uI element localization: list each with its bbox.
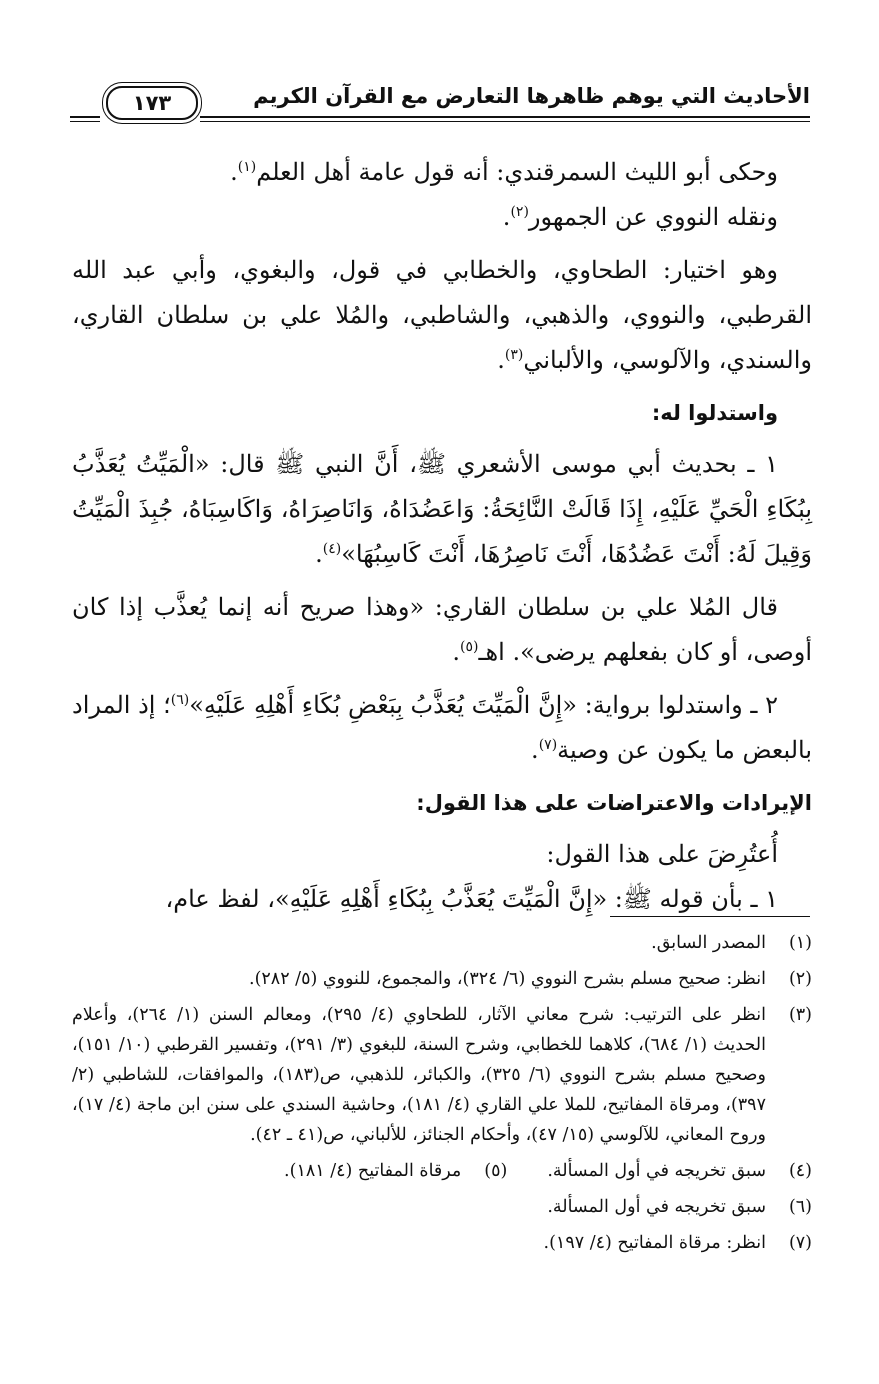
- paragraph: ١ ـ بأن قوله ﷺ: «إِنَّ الْمَيِّتَ يُعَذَّبُ بِبُكَاءِ أَهْلِهِ عَلَيْهِ»، لفظ عام،: [165, 885, 778, 913]
- footnote-ref[interactable]: (٧): [538, 737, 558, 753]
- paragraph: أُعتُرِضَ على هذا القول:: [546, 840, 778, 868]
- paragraph: وهو اختيار: الطحاوي، والخطابي في قول، والبغوي، وأبي عبد الله القرطبي، والنووي، والذهبي، والشاطبي، والمُلا علي بن سلطان القاري، والسندي، والآلوسي، والألباني$^{(٣)}$.: [72, 256, 812, 374]
- footnote-ref[interactable]: (٤): [322, 541, 342, 557]
- section-heading: الإيرادات والاعتراضات على هذا القول:: [416, 791, 812, 815]
- running-header: [70, 82, 810, 126]
- header-rule-thin: [200, 121, 810, 122]
- paragraph: ٢ ـ واستدلوا برواية: «إِنَّ الْمَيِّتَ يُعَذَّبُ بِبَعْضِ بُكَاءِ أَهْلِهِ عَلَيْهِ»$^{(٦)}$؛ إذ المراد بالبعض ما يكون عن وصية$^{(٧)}$.: [72, 691, 812, 764]
- header-title: الأحاديث التي يوهم ظاهرها التعارض مع القرآن الكريم: [253, 84, 810, 108]
- footnote-ref[interactable]: (٦): [170, 692, 190, 708]
- paragraph: وحكى أبو الليث السمرقندي: أنه قول عامة أهل العلم$^{(١)}$.: [230, 158, 778, 186]
- footnote: (١) المصدر السابق.: [651, 933, 812, 953]
- header-rule-left: [70, 116, 100, 118]
- footnote-ref[interactable]: (٢): [510, 204, 529, 220]
- footnote-ref[interactable]: (٣): [504, 347, 524, 363]
- paragraph: ١ ـ بحديث أبي موسى الأشعري ﷺ، أَنَّ النبي ﷺ قال: «الْمَيِّتُ يُعَذَّبُ بِبُكَاءِ الْحَيِّ عَلَيْهِ، إِذَا قَالَتْ النَّائِحَةُ: وَاعَضُدَاهُ، وَانَاصِرَاهُ، وَاكَاسِبَاهُ، جُبِذَ الْمَيِّتُ وَقِيلَ لَهُ: أَنْتَ عَضُدُهَا، أَنْتَ نَاصِرُهَا، أَنْتَ كَاسِبُهَا»$^{(٤)}$.: [72, 450, 812, 568]
- footnote: (٢) انظر: صحيح مسلم بشرح النووي (٦/ ٣٢٤)، والمجموع، للنووي (٥/ ٢٨٢).: [249, 969, 812, 989]
- footnote: (٦) سبق تخريجه في أول المسألة.: [547, 1197, 812, 1217]
- footnote: (٥) مرقاة المفاتيح (٤/ ١٨١).: [284, 1161, 508, 1181]
- paragraph: قال المُلا علي بن سلطان القاري: «وهذا صريح أنه إنما يُعذَّب إذا كان أوصى، أو كان بفعلهم يرضى». اهـ$^{(٥)}$.: [72, 593, 812, 666]
- page-number: ١٧٣: [106, 86, 198, 120]
- section-heading: واستدلوا له:: [651, 401, 778, 425]
- header-rule: [200, 116, 810, 118]
- footnote: (٣) انظر على الترتيب: شرح معاني الآثار، للطحاوي (٤/ ٢٩٥)، ومعالم السنن (١/ ٢٦٤)، وأعلام الحديث (١/ ٦٨٤)، كلاهما للخطابي، وشرح السنة، للبغوي (٣/ ٢٩١)، وتفسير القرطبي (١٠/ ١٥١)، وصحيح مسلم بشرح النووي (٦/ ٣٢٥)، والكبائر، للذهبي، ص(١٨٣)، والموافقات، للشاطبي (٢/ ٣٩٧)، ومرقاة المفاتيح، للملا علي القاري (٤/ ١٨١)، وحاشية السندي على سنن ابن ماجة (٤/ ١٧)، وروح المعاني، للآلوسي (١٥/ ٤٧)، وأحكام الجنائز، للألباني، ص(٤١ ـ ٤٢).: [72, 1005, 812, 1145]
- footnote-ref[interactable]: (١): [237, 159, 257, 175]
- footnotes: [72, 928, 812, 1264]
- paragraph: ونقله النووي عن الجمهور$^{(٢)}$.: [502, 203, 778, 231]
- header-rule-left-thin: [70, 121, 100, 122]
- footnote-row: [72, 1156, 812, 1192]
- footnote: (٧) انظر: مرقاة المفاتيح (٤/ ١٩٧).: [543, 1233, 812, 1253]
- main-text: [72, 150, 812, 930]
- footnote: (٤) سبق تخريجه في أول المسألة.: [547, 1161, 812, 1181]
- footnote-ref[interactable]: (٥): [460, 639, 479, 655]
- footnote-separator: [610, 916, 810, 917]
